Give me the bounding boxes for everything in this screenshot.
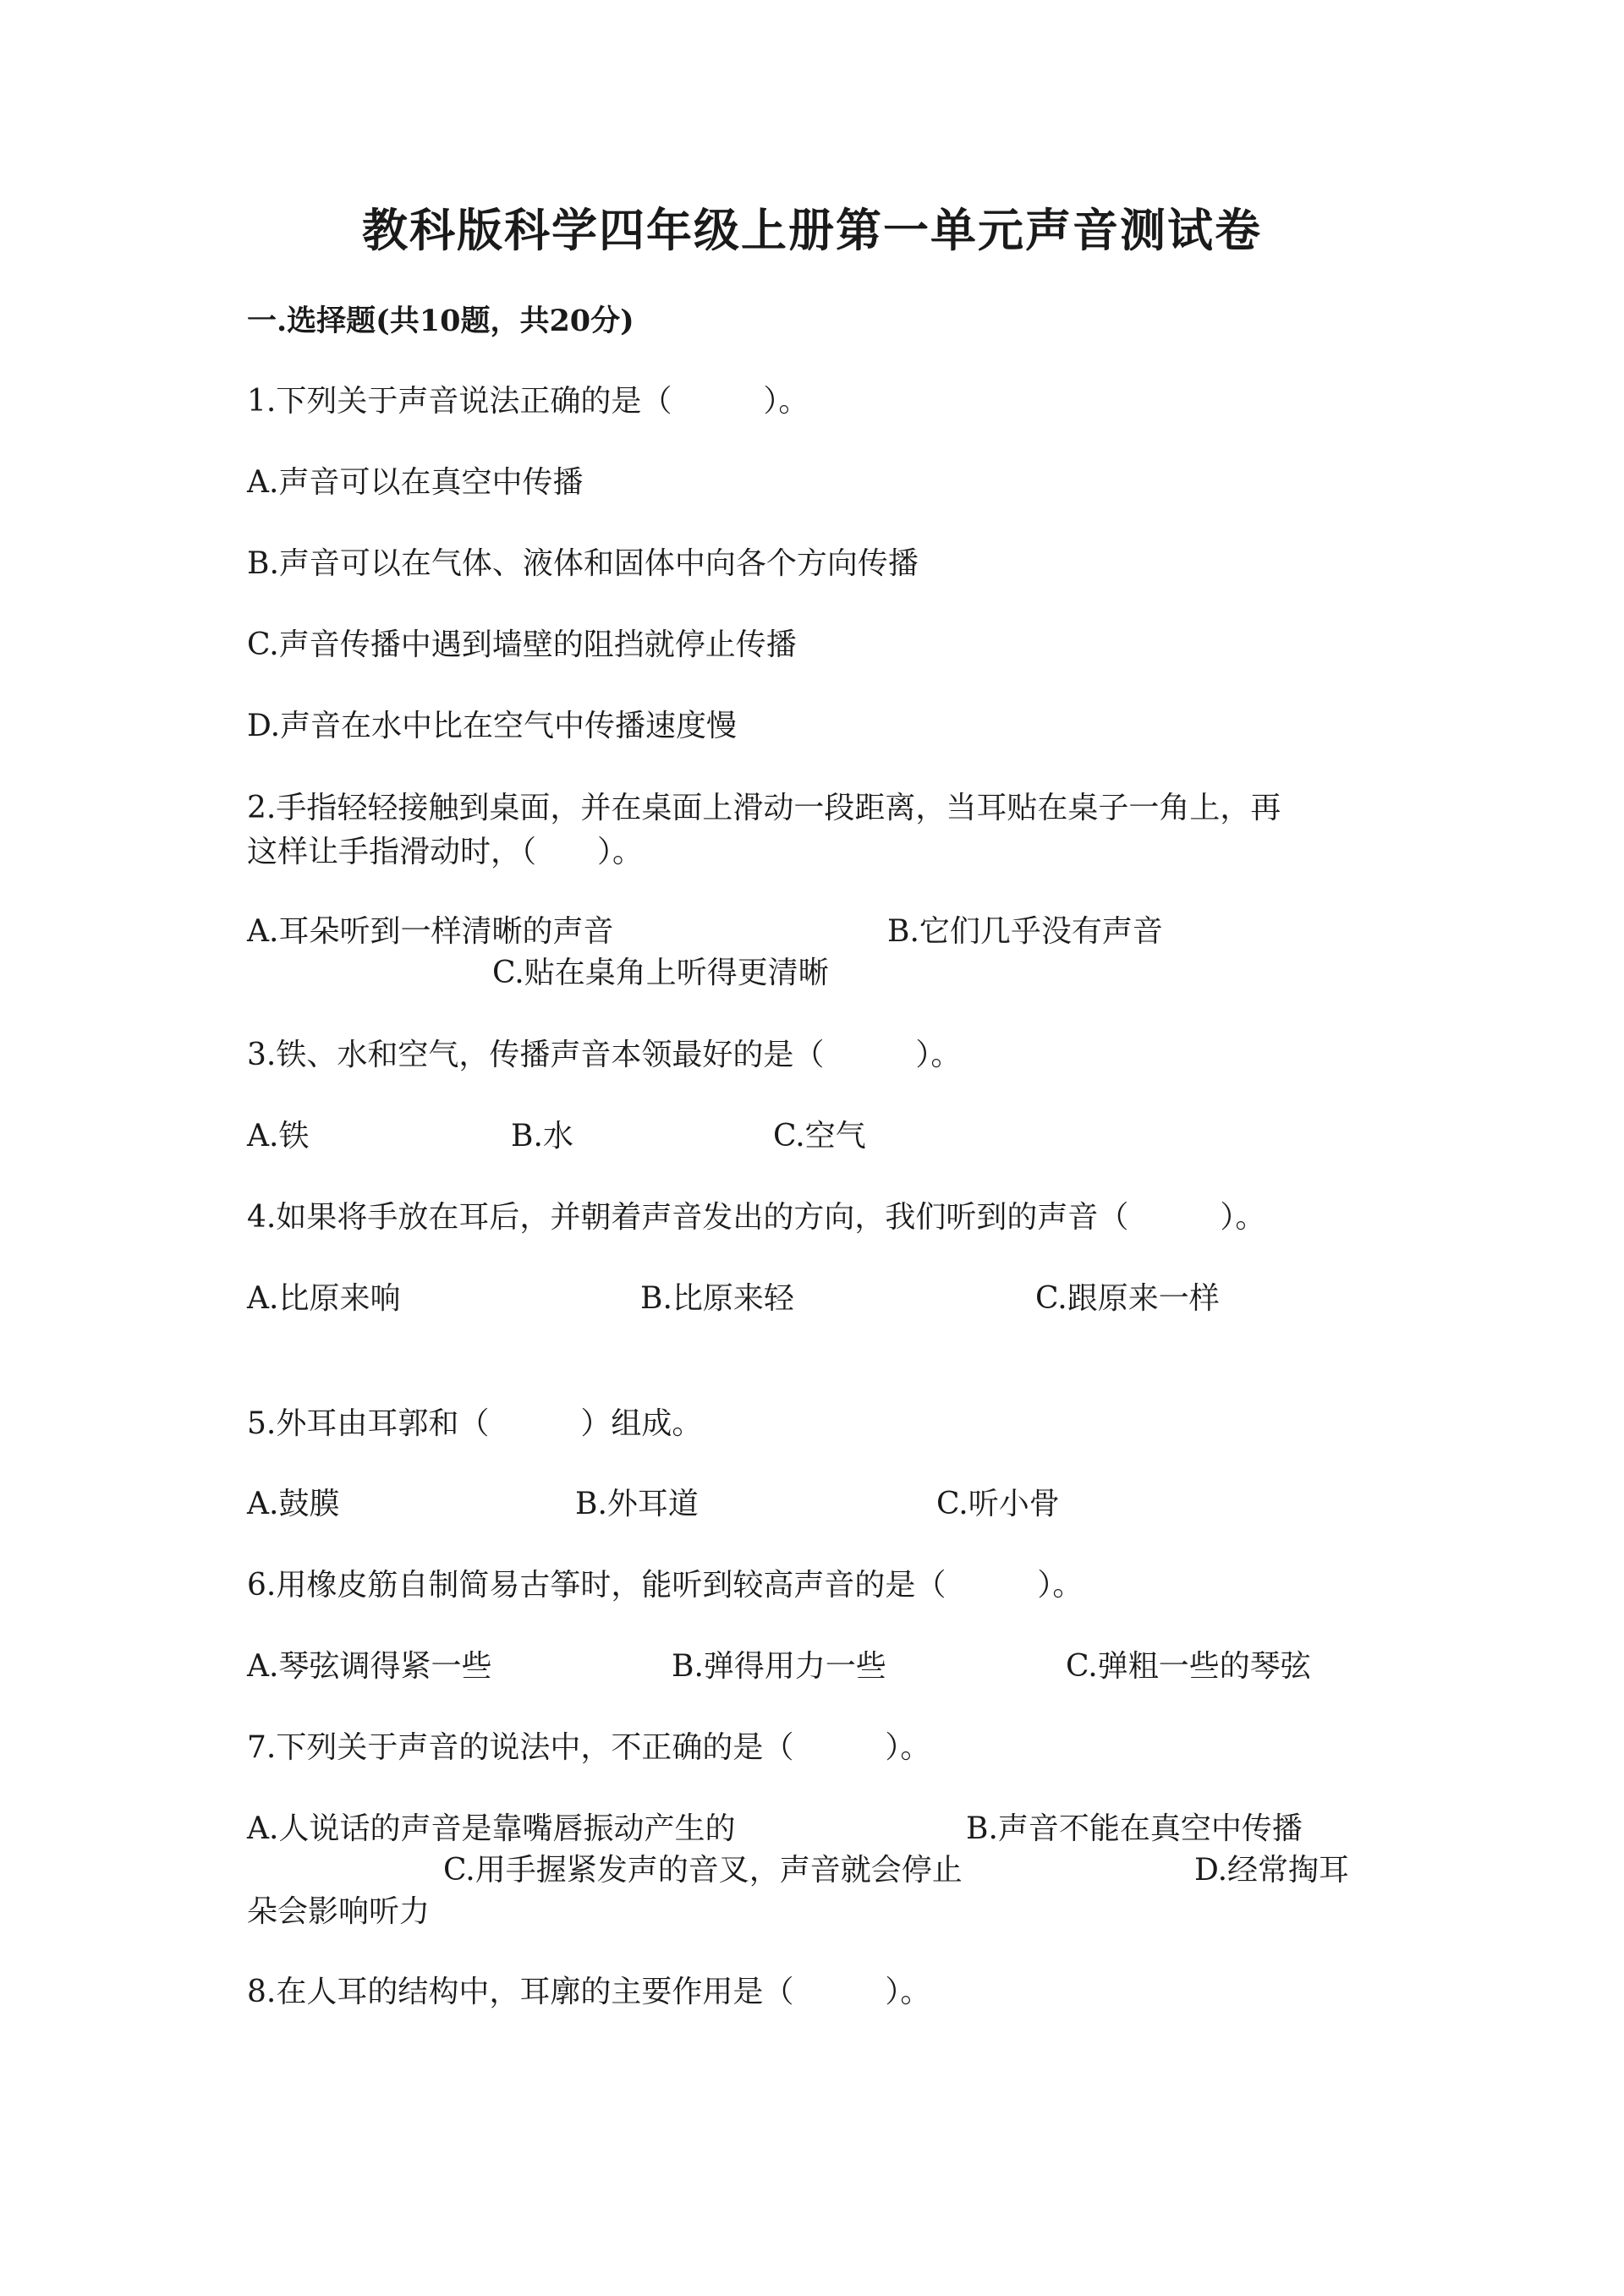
question-8-stem: 8.在人耳的结构中，耳廓的主要作用是（ ）。: [247, 1975, 931, 2009]
question-7-options-row1: [247, 1807, 1380, 1851]
question-2-option-b: B.它们几乎没有声音: [887, 914, 1163, 949]
page-title: 教科版科学四年级上册第一单元声音测试卷: [362, 203, 1262, 257]
question-3-option-b: B.水: [511, 1119, 573, 1153]
question-4-options: [247, 1277, 1380, 1321]
question-7-option-b: B.声音不能在真空中传播: [966, 1811, 1303, 1846]
question-6-option-b: B.弹得用力一些: [672, 1649, 886, 1684]
question-3-stem: 3.铁、水和空气，传播声音本领最好的是（ ）。: [247, 1038, 962, 1072]
question-2-stem-line2: 这样让手指滑动时，（ ）。: [247, 835, 644, 869]
question-1-stem: 1.下列关于声音说法正确的是（ ）。: [247, 384, 809, 419]
question-7-stem: 7.下列关于声音的说法中，不正确的是（ ）。: [247, 1730, 931, 1765]
question-4-stem: 4.如果将手放在耳后，并朝着声音发出的方向，我们听到的声音（ ）。: [247, 1200, 1266, 1235]
question-7-option-a: A.人说话的声音是靠嘴唇振动产生的: [247, 1811, 736, 1846]
question-7-option-c: C.用手握紧发声的音叉，声音就会停止: [443, 1853, 963, 1888]
question-3-option-c: C.空气: [773, 1119, 866, 1153]
question-2-stem-line1: 2.手指轻轻接触到桌面，并在桌面上滑动一段距离，当耳贴在桌子一角上，再: [247, 791, 1281, 825]
question-6-stem: 6.用橡皮筋自制简易古筝时，能听到较高声音的是（ ）。: [247, 1568, 1084, 1603]
question-5-option-b: B.外耳道: [575, 1487, 699, 1521]
question-6-option-c: C.弹粗一些的琴弦: [1066, 1649, 1311, 1684]
question-7-option-d-continued: 朵会影响听力: [247, 1894, 431, 1929]
question-1-option-d: D.声音在水中比在空气中传播速度慢: [247, 709, 738, 743]
question-6-options: [247, 1645, 1380, 1689]
question-7-options-row2: [247, 1849, 1380, 1893]
question-5-stem: 5.外耳由耳郭和（ ）组成。: [247, 1406, 703, 1441]
question-7-option-d: D.经常掏耳: [1194, 1853, 1350, 1888]
question-2-options-row2: [247, 951, 1380, 995]
question-1-option-c: C.声音传播中遇到墙壁的阻挡就停止传播: [247, 627, 797, 662]
question-2-option-c: C.贴在桌角上听得更清晰: [492, 956, 829, 990]
question-3-option-a: A.铁: [247, 1119, 310, 1153]
question-6-option-a: A.琴弦调得紧一些: [247, 1649, 492, 1684]
question-4-option-a: A.比原来响: [247, 1281, 401, 1316]
question-2-options-row1: [247, 910, 1380, 954]
question-5-options: [247, 1482, 1380, 1526]
question-1-option-b: B.声音可以在气体、液体和固体中向各个方向传播: [247, 546, 919, 581]
question-3-options: [247, 1115, 1380, 1159]
section-heading: 一.选择题(共10题，共20分): [247, 304, 634, 338]
question-4-option-b: B.比原来轻: [640, 1281, 794, 1316]
question-2-option-a: A.耳朵听到一样清晰的声音: [247, 914, 614, 949]
question-1-option-a: A.声音可以在真空中传播: [247, 465, 584, 500]
question-5-option-a: A.鼓膜: [247, 1487, 340, 1521]
question-5-option-c: C.听小骨: [936, 1487, 1060, 1521]
question-4-option-c: C.跟原来一样: [1035, 1281, 1220, 1316]
